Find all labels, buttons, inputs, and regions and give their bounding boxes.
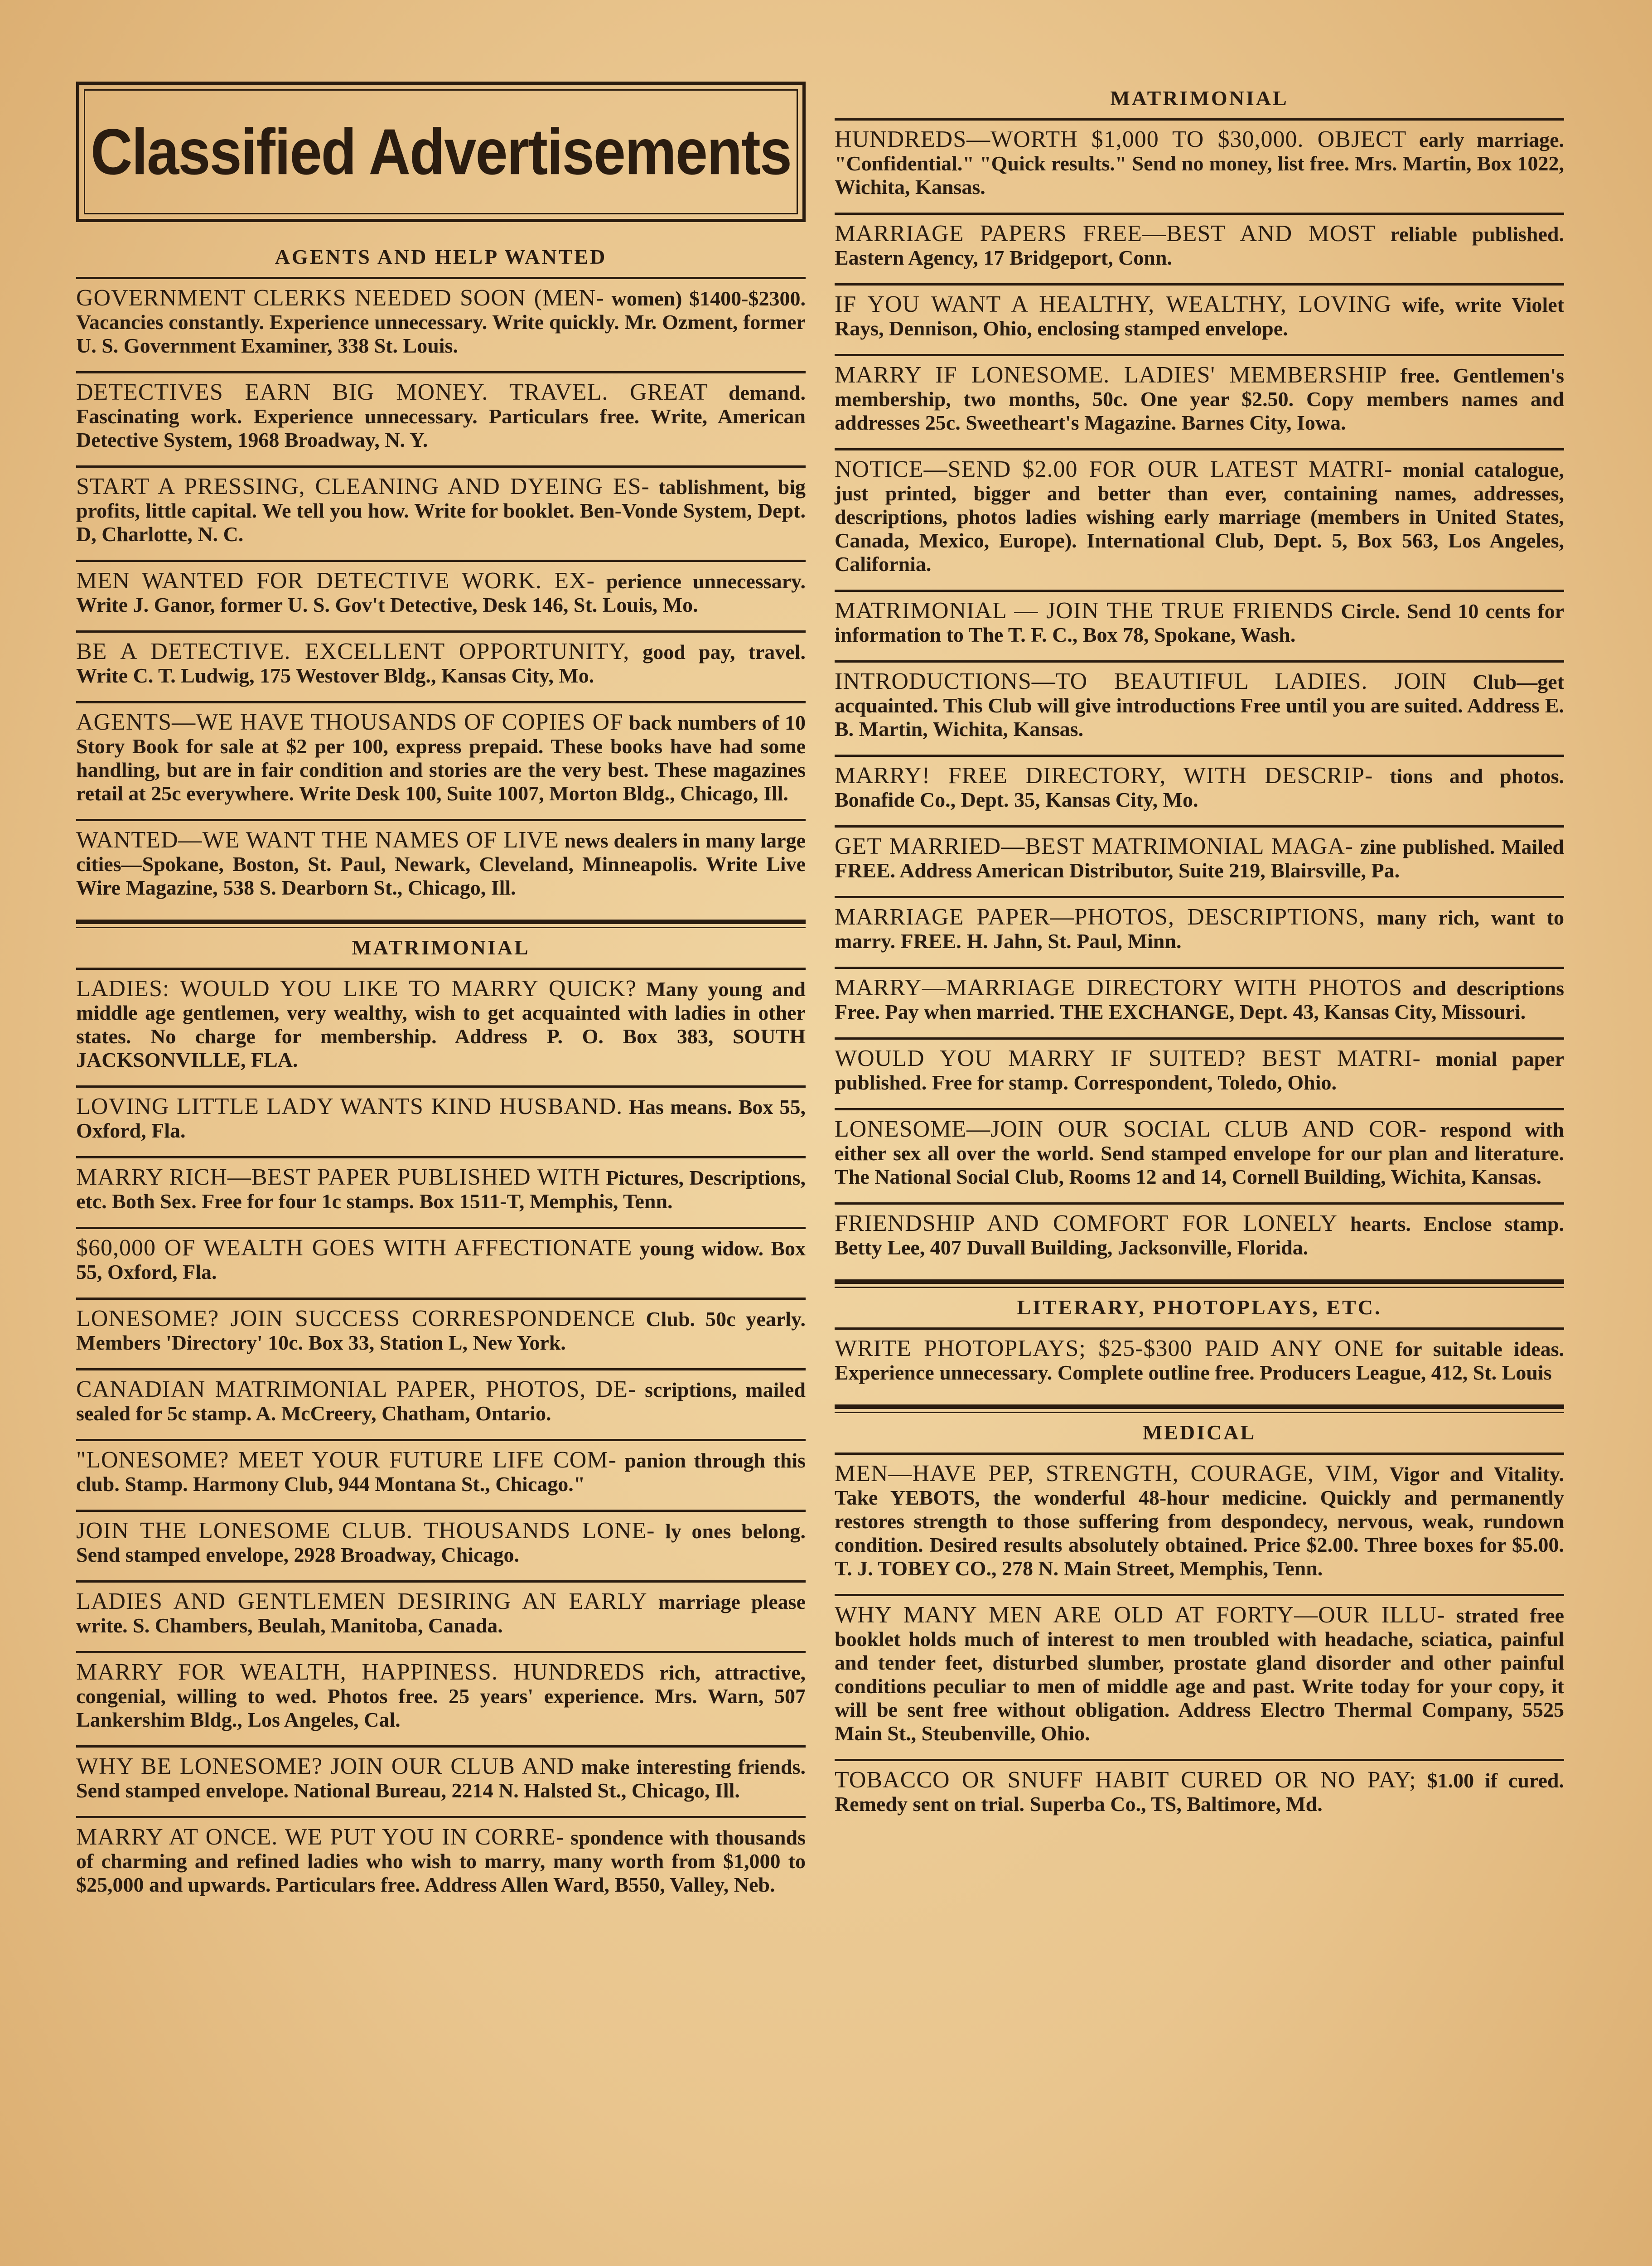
ad-headline: $60,000 OF WEALTH GOES WITH AFFECTIONATE	[76, 1235, 633, 1261]
ad-body: Pictures, Descriptions, etc. Both Sex. Free for four 1c stamps. Box 1511-T, Memphis, Tenn.	[76, 1166, 806, 1213]
section-divider	[835, 1279, 1564, 1288]
ad-body: monial paper published. Free for stamp. Correspondent, Toledo, Ohio.	[835, 1047, 1565, 1094]
ad-body: Many young and middle age gentlemen, very wealthy, wish to get acquainted with ladies in other states. No charge for membership. Address P. O. Box 383, SOUTH JACKSONVILLE, FLA.	[76, 978, 806, 1071]
ad-headline: WHY BE LONESOME? JOIN OUR CLUB AND	[76, 1753, 575, 1779]
left-column	[76, 82, 806, 1910]
right-column	[835, 82, 1564, 1830]
ad-headline: MEN—HAVE PEP, STRENGTH, COURAGE, VIM,	[835, 1461, 1379, 1486]
ad-body: perience unnecessary. Write J. Ganor, former U. S. Gov't Detective, Desk 146, St. Louis, Mo.	[76, 570, 806, 616]
ad-headline: MARRIAGE PAPERS FREE—BEST AND MOST	[835, 221, 1376, 247]
ad-body: hearts. Enclose stamp. Betty Lee, 407 Duvall Building, Jacksonville, Florida.	[835, 1212, 1564, 1259]
ad-body: back numbers of 10 Story Book for sale at $2 per 100, express prepaid. These books have had some handling, but are in fair condition and stories are the very best. These magazines retail at 25c everywhere. Write Desk 100, Suite 1007, Morton Bldg., Chicago, Ill.	[76, 711, 806, 805]
ad-body: early marriage. "Confidential." "Quick results." Send no money, list free. Mrs. Martin, Box 1022, Wichita, Kansas.	[835, 128, 1565, 199]
ad-headline: IF YOU WANT A HEALTHY, WEALTHY, LOVING	[835, 291, 1392, 317]
ad-headline: LONESOME? JOIN SUCCESS CORRESPONDENCE	[76, 1306, 636, 1332]
ad-section	[835, 82, 1564, 1273]
ad-body: Vigor and Vitality. Take YEBOTS, the wonderful 48-hour medicine. Quickly and permanently restores strength to those suffering from despondecy, nervous, weak, rundown condition. Desired results absolutely obtained. Price $2.00. Three boxes for $5.00. T. J. TOBEY CO., 278 N. Main Street, Memphis, Tenn.	[835, 1462, 1565, 1580]
ad-body: free. Gentlemen's membership, two months, 50c. One year $2.50. Copy members names and addresses 25c. Sweetheart's Magazine. Barnes City, Iowa.	[835, 364, 1564, 434]
ad-headline: AGENTS—WE HAVE THOUSANDS OF COPIES OF	[76, 709, 623, 735]
ad-headline: HUNDREDS—WORTH $1,000 TO $30,000. OBJECT	[835, 126, 1407, 152]
classified-ad	[835, 1108, 1564, 1202]
ad-headline: GOVERNMENT CLERKS NEEDED SOON (MEN-	[76, 285, 604, 311]
ad-headline: TOBACCO OR SNUFF HABIT CURED OR NO PAY;	[835, 1767, 1416, 1793]
classified-ad	[76, 1651, 806, 1745]
ad-headline: WOULD YOU MARRY IF SUITED? BEST MATRI-	[835, 1046, 1421, 1071]
classified-ad	[835, 1202, 1564, 1273]
classified-ad	[835, 1327, 1564, 1398]
classified-ad	[835, 213, 1564, 283]
classified-ad	[76, 1298, 806, 1368]
classified-ad	[835, 118, 1564, 213]
ad-headline: MATRIMONIAL — JOIN THE TRUE FRIENDS	[835, 598, 1334, 624]
section-divider	[835, 1404, 1564, 1413]
section-heading: MATRIMONIAL	[352, 936, 530, 959]
ad-headline: "LONESOME? MEET YOUR FUTURE LIFE COM-	[76, 1447, 617, 1473]
ad-body: Has means. Box 55, Oxford, Fla.	[76, 1095, 806, 1142]
classified-ad	[76, 1085, 806, 1156]
classified-ad	[76, 1439, 806, 1510]
classified-ad	[76, 1816, 806, 1910]
ad-body: for suitable ideas. Experience unnecessary. Complete outline free. Producers League, 412, St. Louis	[835, 1337, 1565, 1384]
page-title: Classified Advertisements	[91, 115, 791, 189]
classified-ad	[76, 371, 806, 465]
ad-headline: MARRY RICH—BEST PAPER PUBLISHED WITH	[76, 1164, 601, 1190]
ad-body: marriage please write. S. Chambers, Beulah, Manitoba, Canada.	[76, 1590, 806, 1637]
ad-headline: JOIN THE LONESOME CLUB. THOUSANDS LONE-	[76, 1518, 655, 1544]
ad-headline: WHY MANY MEN ARE OLD AT FORTY—OUR ILLU-	[835, 1602, 1445, 1628]
ad-body: reliable published. Eastern Agency, 17 Bridgeport, Conn.	[835, 223, 1565, 269]
classified-ad	[835, 755, 1564, 825]
ad-headline: MARRY AT ONCE. WE PUT YOU IN CORRE-	[76, 1824, 565, 1850]
ad-body: make interesting friends. Send stamped envelope. National Bureau, 2214 N. Halsted St., Chicago, Ill.	[76, 1755, 806, 1802]
ad-body: panion through this club. Stamp. Harmony Club, 944 Montana St., Chicago."	[76, 1449, 806, 1496]
ad-body: news dealers in many large cities—Spokane, Boston, St. Paul, Newark, Cleveland, Minneapolis. Write Live Wire Magazine, 538 S. Dearborn St., Chicago, Ill.	[76, 829, 806, 899]
classified-ad	[835, 1594, 1564, 1759]
ad-body: wife, write Violet Rays, Dennison, Ohio, enclosing stamped envelope.	[835, 293, 1564, 340]
ad-section	[835, 1404, 1564, 1830]
classified-ad	[835, 1453, 1564, 1594]
ad-body: Circle. Send 10 cents for information to The T. F. C., Box 78, Spokane, Wash.	[835, 600, 1564, 646]
right-sections	[835, 82, 1564, 1830]
ad-body: scriptions, mailed sealed for 5c stamp. A. McCreery, Chatham, Ontario.	[76, 1378, 806, 1425]
ad-body: good pay, travel. Write C. T. Ludwig, 175 Westover Bldg., Kansas City, Mo.	[76, 640, 806, 687]
left-sections	[76, 240, 806, 1910]
section-heading: AGENTS AND HELP WANTED	[275, 245, 607, 268]
ad-body: tions and photos. Bonafide Co., Dept. 35, Kansas City, Mo.	[835, 765, 1564, 811]
ad-headline: INTRODUCTIONS—TO BEAUTIFUL LADIES. JOIN	[835, 668, 1447, 694]
classified-ad	[835, 896, 1564, 967]
ad-body: Club. 50c yearly. Members 'Directory' 10c. Box 33, Station L, New York.	[76, 1307, 806, 1354]
classified-ad	[835, 448, 1564, 590]
classified-ad	[76, 1580, 806, 1651]
ad-headline: LONESOME—JOIN OUR SOCIAL CLUB AND COR-	[835, 1116, 1427, 1142]
ad-headline: FRIENDSHIP AND COMFORT FOR LONELY	[835, 1210, 1338, 1236]
classified-ad	[835, 1037, 1564, 1108]
classified-ad	[76, 277, 806, 371]
ad-body: and descriptions Free. Pay when married. THE EXCHANGE, Dept. 43, Kansas City, Missouri.	[835, 977, 1564, 1023]
classified-ad	[76, 968, 806, 1085]
classified-ad	[835, 283, 1564, 354]
ad-headline: WRITE PHOTOPLAYS; $25-$300 PAID ANY ONE	[835, 1336, 1384, 1361]
ad-headline: BE A DETECTIVE. EXCELLENT OPPORTUNITY,	[76, 639, 630, 664]
ad-headline: MARRY! FREE DIRECTORY, WITH DESCRIP-	[835, 763, 1373, 789]
ad-headline: DETECTIVES EARN BIG MONEY. TRAVEL. GREAT	[76, 379, 708, 405]
classified-ad	[76, 1510, 806, 1580]
classified-ad	[76, 1227, 806, 1298]
classified-ad	[76, 1368, 806, 1439]
ad-headline: WANTED—WE WANT THE NAMES OF LIVE	[76, 827, 559, 853]
ad-headline: MARRY—MARRIAGE DIRECTORY WITH PHOTOS	[835, 975, 1403, 1001]
classified-ad	[76, 1745, 806, 1816]
ad-headline: GET MARRIED—BEST MATRIMONIAL MAGA-	[835, 833, 1354, 859]
ad-headline: CANADIAN MATRIMONIAL PAPER, PHOTOS, DE-	[76, 1376, 637, 1402]
ad-headline: MEN WANTED FOR DETECTIVE WORK. EX-	[76, 568, 595, 594]
ad-headline: LADIES AND GENTLEMEN DESIRING AN EARLY	[76, 1588, 647, 1614]
ad-headline: MARRIAGE PAPER—PHOTOS, DESCRIPTIONS,	[835, 904, 1366, 930]
classified-ad	[835, 354, 1564, 448]
ad-headline: MARRY FOR WEALTH, HAPPINESS. HUNDREDS	[76, 1659, 645, 1685]
classified-ad	[76, 630, 806, 701]
ad-body: monial catalogue, just printed, bigger and better than ever, containing names, addresses, descriptions, photos ladies wishing early marriage (members in United States, Canada, Mexico, Europe). International Club, Dept. 5, Box 563, Los Angeles, California.	[835, 458, 1564, 576]
ad-section	[76, 240, 806, 913]
section-heading: LITERARY, PHOTOPLAYS, ETC.	[1017, 1296, 1382, 1319]
section-heading: MATRIMONIAL	[1110, 87, 1289, 110]
section-heading: MEDICAL	[1142, 1421, 1256, 1444]
classified-ad	[76, 465, 806, 560]
ad-headline: LOVING LITTLE LADY WANTS KIND HUSBAND.	[76, 1094, 623, 1119]
section-divider	[76, 920, 806, 928]
ad-body: many rich, want to marry. FREE. H. Jahn, St. Paul, Minn.	[835, 906, 1564, 953]
classified-ad	[835, 660, 1564, 755]
classified-ad	[76, 560, 806, 630]
ad-section	[835, 1279, 1564, 1398]
classified-ad	[835, 1759, 1564, 1830]
classified-ad	[835, 967, 1564, 1037]
ad-body: strated free booklet holds much of interest to men troubled with headache, sciatica, painful and tender feet, disturbed slumber, prostate gland disorder and other painful conditions peculiar to men of middle age and past. Write today for your copy, it will be sent free without obligation. Address Electro Thermal Company, 5525 Main St., Steubenville, Ohio.	[835, 1604, 1564, 1745]
ad-body: ly ones belong. Send stamped envelope, 2928 Broadway, Chicago.	[76, 1520, 806, 1566]
classified-ad	[835, 590, 1564, 660]
ad-section	[76, 920, 806, 1910]
title-frame	[76, 82, 806, 222]
ad-body: rich, attractive, congenial, willing to wed. Photos free. 25 years' experience. Mrs. Warn, 507 Lankershim Bldg., Los Angeles, Cal.	[76, 1661, 806, 1731]
ad-body: $1.00 if cured. Remedy sent on trial. Superba Co., TS, Baltimore, Md.	[835, 1769, 1565, 1816]
ad-body: respond with either sex all over the world. Send stamped envelope for our plan and literature. The National Social Club, Rooms 12 and 14, Cornell Building, Wichita, Kansas.	[835, 1118, 1564, 1188]
ad-headline: LADIES: WOULD YOU LIKE TO MARRY QUICK?	[76, 976, 637, 1002]
ad-body: demand. Fascinating work. Experience unnecessary. Particulars free. Write, American Detective System, 1968 Broadway, N. Y.	[76, 381, 806, 451]
ad-body: Club—get acquainted. This Club will give introductions Free until you are suited. Address E. B. Martin, Wichita, Kansas.	[835, 670, 1565, 741]
classified-ad	[76, 1156, 806, 1227]
ad-body: women) $1400-$2300. Vacancies constantly. Experience unnecessary. Write quickly. Mr. Ozment, former U. S. Government Examiner, 338 St. Louis.	[76, 287, 806, 357]
ad-body: zine published. Mailed FREE. Address American Distributor, Suite 219, Blairsville, Pa.	[835, 835, 1565, 882]
ad-headline: NOTICE—SEND $2.00 FOR OUR LATEST MATRI-	[835, 456, 1393, 482]
classified-ad	[76, 819, 806, 913]
ad-body: spondence with thousands of charming and refined ladies who wish to marry, many worth from $1,000 to $25,000 and upwards. Particulars free. Address Allen Ward, B550, Valley, Neb.	[76, 1826, 806, 1896]
ad-headline: MARRY IF LONESOME. LADIES' MEMBERSHIP	[835, 362, 1387, 388]
classified-ad	[76, 701, 806, 819]
ad-body: tablishment, big profits, little capital. We tell you how. Write for booklet. Ben-Vonde System, Dept. D, Charlotte, N. C.	[76, 475, 806, 546]
ad-headline: START A PRESSING, CLEANING AND DYEING ES-	[76, 474, 650, 499]
ad-body: young widow. Box 55, Oxford, Fla.	[76, 1237, 806, 1283]
classified-ad	[835, 825, 1564, 896]
